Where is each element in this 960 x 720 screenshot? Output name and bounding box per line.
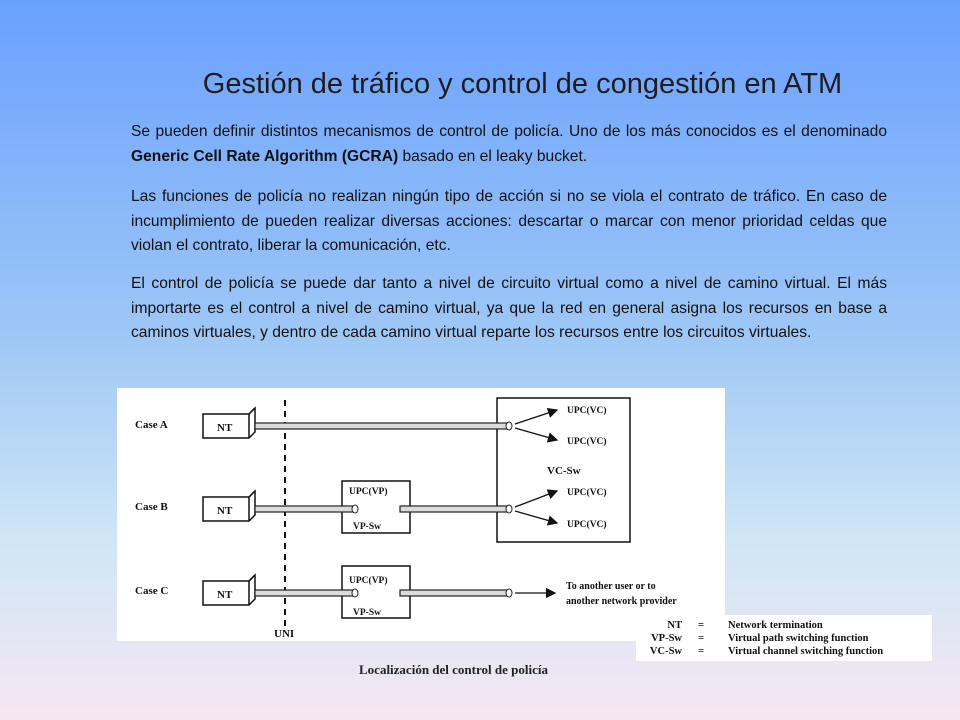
nt-box-case-b [203,491,255,521]
upc-vc-label-b1: UPC(VC) [567,488,607,498]
diagram-canvas [117,388,725,641]
legend-abbr-nt: NT [667,620,682,631]
gcra-term: Generic Cell Rate Algorithm (GCRA) [131,147,399,165]
nt-label: NT [217,589,233,601]
case-a-label: Case A [135,419,168,431]
nt-box-case-a [203,408,255,438]
paragraph-gcra-text-a: Se pueden definir distintos mecanismos de control de policía. Uno de los más conocidos es el denominado [131,123,887,140]
connection-case-a [255,423,508,429]
vc-sw-label: VC-Sw [547,465,581,477]
arrow-b2 [515,511,557,523]
page-title: Gestión de tráfico y control de congestión en ATM [202,68,843,100]
connection-case-b-right [400,506,508,512]
nt-label: NT [217,505,233,517]
arrow-b1 [515,491,557,507]
paragraph-policing-levels: El control de policía se puede dar tanto a nivel de circuito virtual como a nivel de camino virtual. El más importarte es el control a nivel de camino virtual, ya que la red en general asigna los recursos en base a caminos virtuales, y dentro de cada camino virtual reparte los recursos entre los circuitos virtuales. [131,275,887,341]
connection-case-b-left [255,506,353,512]
legend-abbr-vp-sw: VP-Sw [651,633,682,644]
case-c-label: Case C [135,585,169,597]
upc-vp-label-c: UPC(VP) [349,576,388,586]
upc-vc-label-b2: UPC(VC) [567,520,607,530]
legend-eq-vc-sw: = [698,646,704,657]
policing-location-diagram [117,388,725,641]
legend-desc-nt: Network termination [728,620,823,631]
connection-case-c-right [400,590,508,596]
figure-caption: Localización del control de policía [359,662,548,677]
vp-sw-label-b: VP-Sw [353,522,381,532]
destination-line1: To another user or to [566,581,656,592]
legend-canvas [636,615,932,661]
upc-vc-label-a1: UPC(VC) [567,406,607,416]
destination-line2: another network provider [566,596,677,607]
legend-desc-vp-sw: Virtual path switching function [728,633,869,644]
uni-label: UNI [274,628,295,640]
connection-case-c-left [255,590,353,596]
legend-eq-vp-sw: = [698,633,704,644]
upc-vc-label-a2: UPC(VC) [567,437,607,447]
legend-eq-nt: = [698,620,704,631]
diagram-legend [636,615,932,661]
arrow-a1 [515,410,557,424]
arrow-a2 [515,428,557,440]
vp-sw-label-c: VP-Sw [353,608,381,618]
nt-box-case-c [203,575,255,605]
paragraph-gcra-text-b: basado en el leaky bucket. [398,147,588,165]
case-b-label: Case B [135,501,168,513]
legend-desc-vc-sw: Virtual channel switching function [728,646,884,657]
legend-abbr-vc-sw: VC-Sw [649,646,682,657]
paragraph-policing-actions: Las funciones de policía no realizan ningún tipo de acción si no se viola el contrato de tráfico. En caso de incumplimiento de pueden realizar diversas acciones: descartar o marcar con menor prioridad celdas que violan el contrato, liberar la comunicación, etc. [131,188,887,254]
paragraph-gcra [131,120,887,169]
nt-label: NT [217,422,233,434]
upc-vp-label-b: UPC(VP) [349,487,388,497]
